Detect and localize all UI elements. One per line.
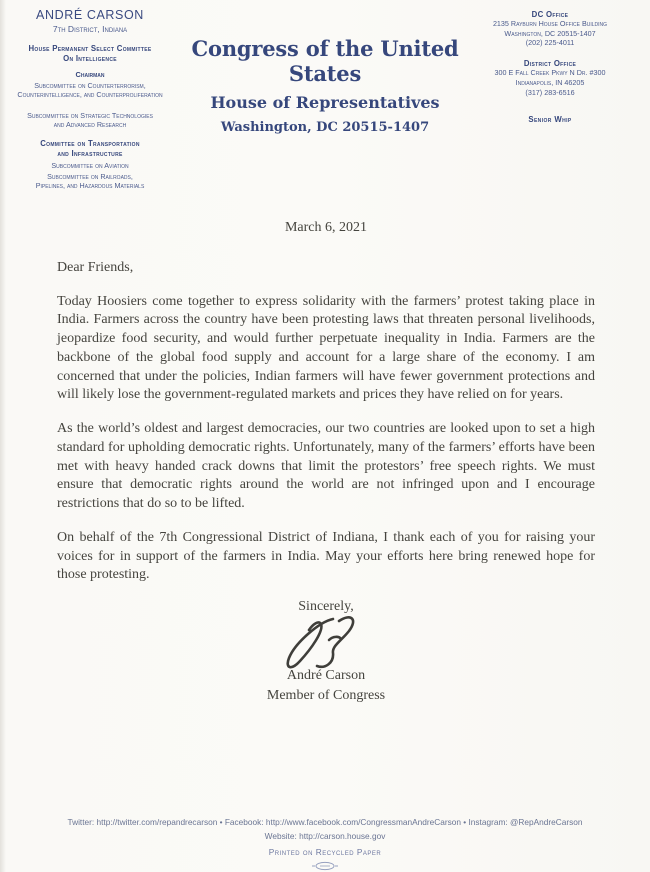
- letter-footer: [0, 817, 650, 868]
- strategic-tech-subcommittee-line1: Subcommittee on Strategic Technologies: [27, 111, 153, 121]
- district-office-address-line1: 300 E Fall Creek Pkwy N Dr. #300: [494, 68, 606, 78]
- railroads-subcommittee-line2: Pipelines, and Hazardous Materials: [35, 180, 145, 190]
- dc-office-address-line2: Washington, DC 20515-1407: [504, 28, 596, 38]
- counterterrorism-subcommittee-line1: Subcommittee on Counterterrorism,: [34, 81, 146, 91]
- dc-office-block: [458, 10, 642, 48]
- salutation: Dear Friends,: [57, 259, 134, 275]
- letter-body: [57, 219, 595, 705]
- union-bug-icon: [0, 858, 650, 868]
- paragraph-1: Today Hoosiers come together to express solidarity with the farmers’ protest taking place in India. Farmers across the country have been protesting laws that threaten personal livelihoods, jeopardize food security, and would further perpetuate inequality in India. Farmers are the backbone of the global food supply and account for a large share of the economy. I am concerned that under the policies, Indian farmers will have fewer government protections and will likely lose the government-regulated markets and prices they have relied on for years.: [57, 293, 595, 403]
- letter-date: March 6, 2021: [284, 220, 368, 235]
- senior-whip-label: Senior Whip: [528, 115, 572, 125]
- dc-office-title: DC Office: [531, 10, 569, 19]
- district-office-phone: (317) 283-6516: [525, 87, 575, 97]
- transportation-committee-title: [4, 139, 176, 158]
- website-line: Website: http://carson.house.gov: [264, 831, 386, 841]
- paragraph-3: On behalf of the 7th Congressional District of Indiana, I thank each of you for raising your voices for in support of the farmers in India. May your efforts here bring renewed hope for those protesting.: [57, 529, 595, 583]
- congress-title: Congress of the United States: [191, 36, 459, 86]
- counterterrorism-subcommittee: [4, 81, 176, 99]
- signature-icon: [275, 613, 357, 671]
- intelligence-committee-line1: House Permanent Select Committee: [28, 44, 152, 53]
- member-name: ANDRÉ CARSON: [36, 8, 144, 22]
- district-office-address-line2: Indianapolis, IN 46205: [515, 77, 585, 87]
- strategic-tech-subcommittee: [4, 111, 176, 129]
- signature-image: [57, 613, 595, 671]
- dc-office-address-line1: 2135 Rayburn House Office Building: [492, 19, 608, 28]
- member-district: 7th District, Indiana: [52, 24, 128, 34]
- closing-word: Sincerely,: [298, 599, 354, 614]
- railroads-subcommittee: [4, 172, 176, 190]
- aviation-subcommittee: Subcommittee on Aviation: [51, 160, 129, 170]
- closing-block: [57, 598, 595, 705]
- washington-address: Washington, DC 20515-1407: [220, 120, 430, 135]
- intelligence-committee-title: [4, 44, 176, 63]
- congress-seal-title: [165, 36, 485, 135]
- signature-name: André Carson: [286, 667, 366, 683]
- transportation-committee-line2: and Infrastructure: [57, 149, 123, 159]
- intelligence-committee-line2: On Intelligence: [63, 53, 117, 63]
- recycled-paper-label: Printed on Recycled Paper: [268, 847, 382, 857]
- house-title: House of Representatives: [210, 93, 440, 112]
- office-info-block: [458, 10, 642, 124]
- paragraph-2: As the world’s oldest and largest democracies, our two countries are looked upon to set a high standard for upholding democratic rights. Unfortunately, many of the farmers’ efforts have been met with heavy handed crack downs that limit the protestors’ free speech rights. We must ensure that democratic rights around the world are not infringed upon and I encourage restrictions that do so to be lifted.: [57, 421, 595, 511]
- letterhead: [0, 0, 650, 200]
- district-office-block: [458, 59, 642, 97]
- signature-title: Member of Congress: [266, 687, 386, 703]
- transportation-committee-line1: Committee on Transportation: [40, 139, 140, 149]
- counterterrorism-subcommittee-line2: Counterintelligence, and Counterproliferation: [17, 90, 163, 100]
- social-media-line: Twitter: http://twitter.com/repandrecarson • Facebook: http://www.facebook.com/CongressmanAndreCarson • Instagram: @RepAndreCarson: [67, 817, 583, 827]
- dc-office-phone: (202) 225-4011: [525, 38, 575, 48]
- member-info-block: [4, 8, 176, 190]
- railroads-subcommittee-line1: Subcommittee on Railroads,: [47, 171, 133, 181]
- chairman-label: Chairman: [75, 70, 105, 80]
- district-office-title: District Office: [523, 59, 577, 69]
- strategic-tech-subcommittee-line2: and Advanced Research: [53, 120, 127, 130]
